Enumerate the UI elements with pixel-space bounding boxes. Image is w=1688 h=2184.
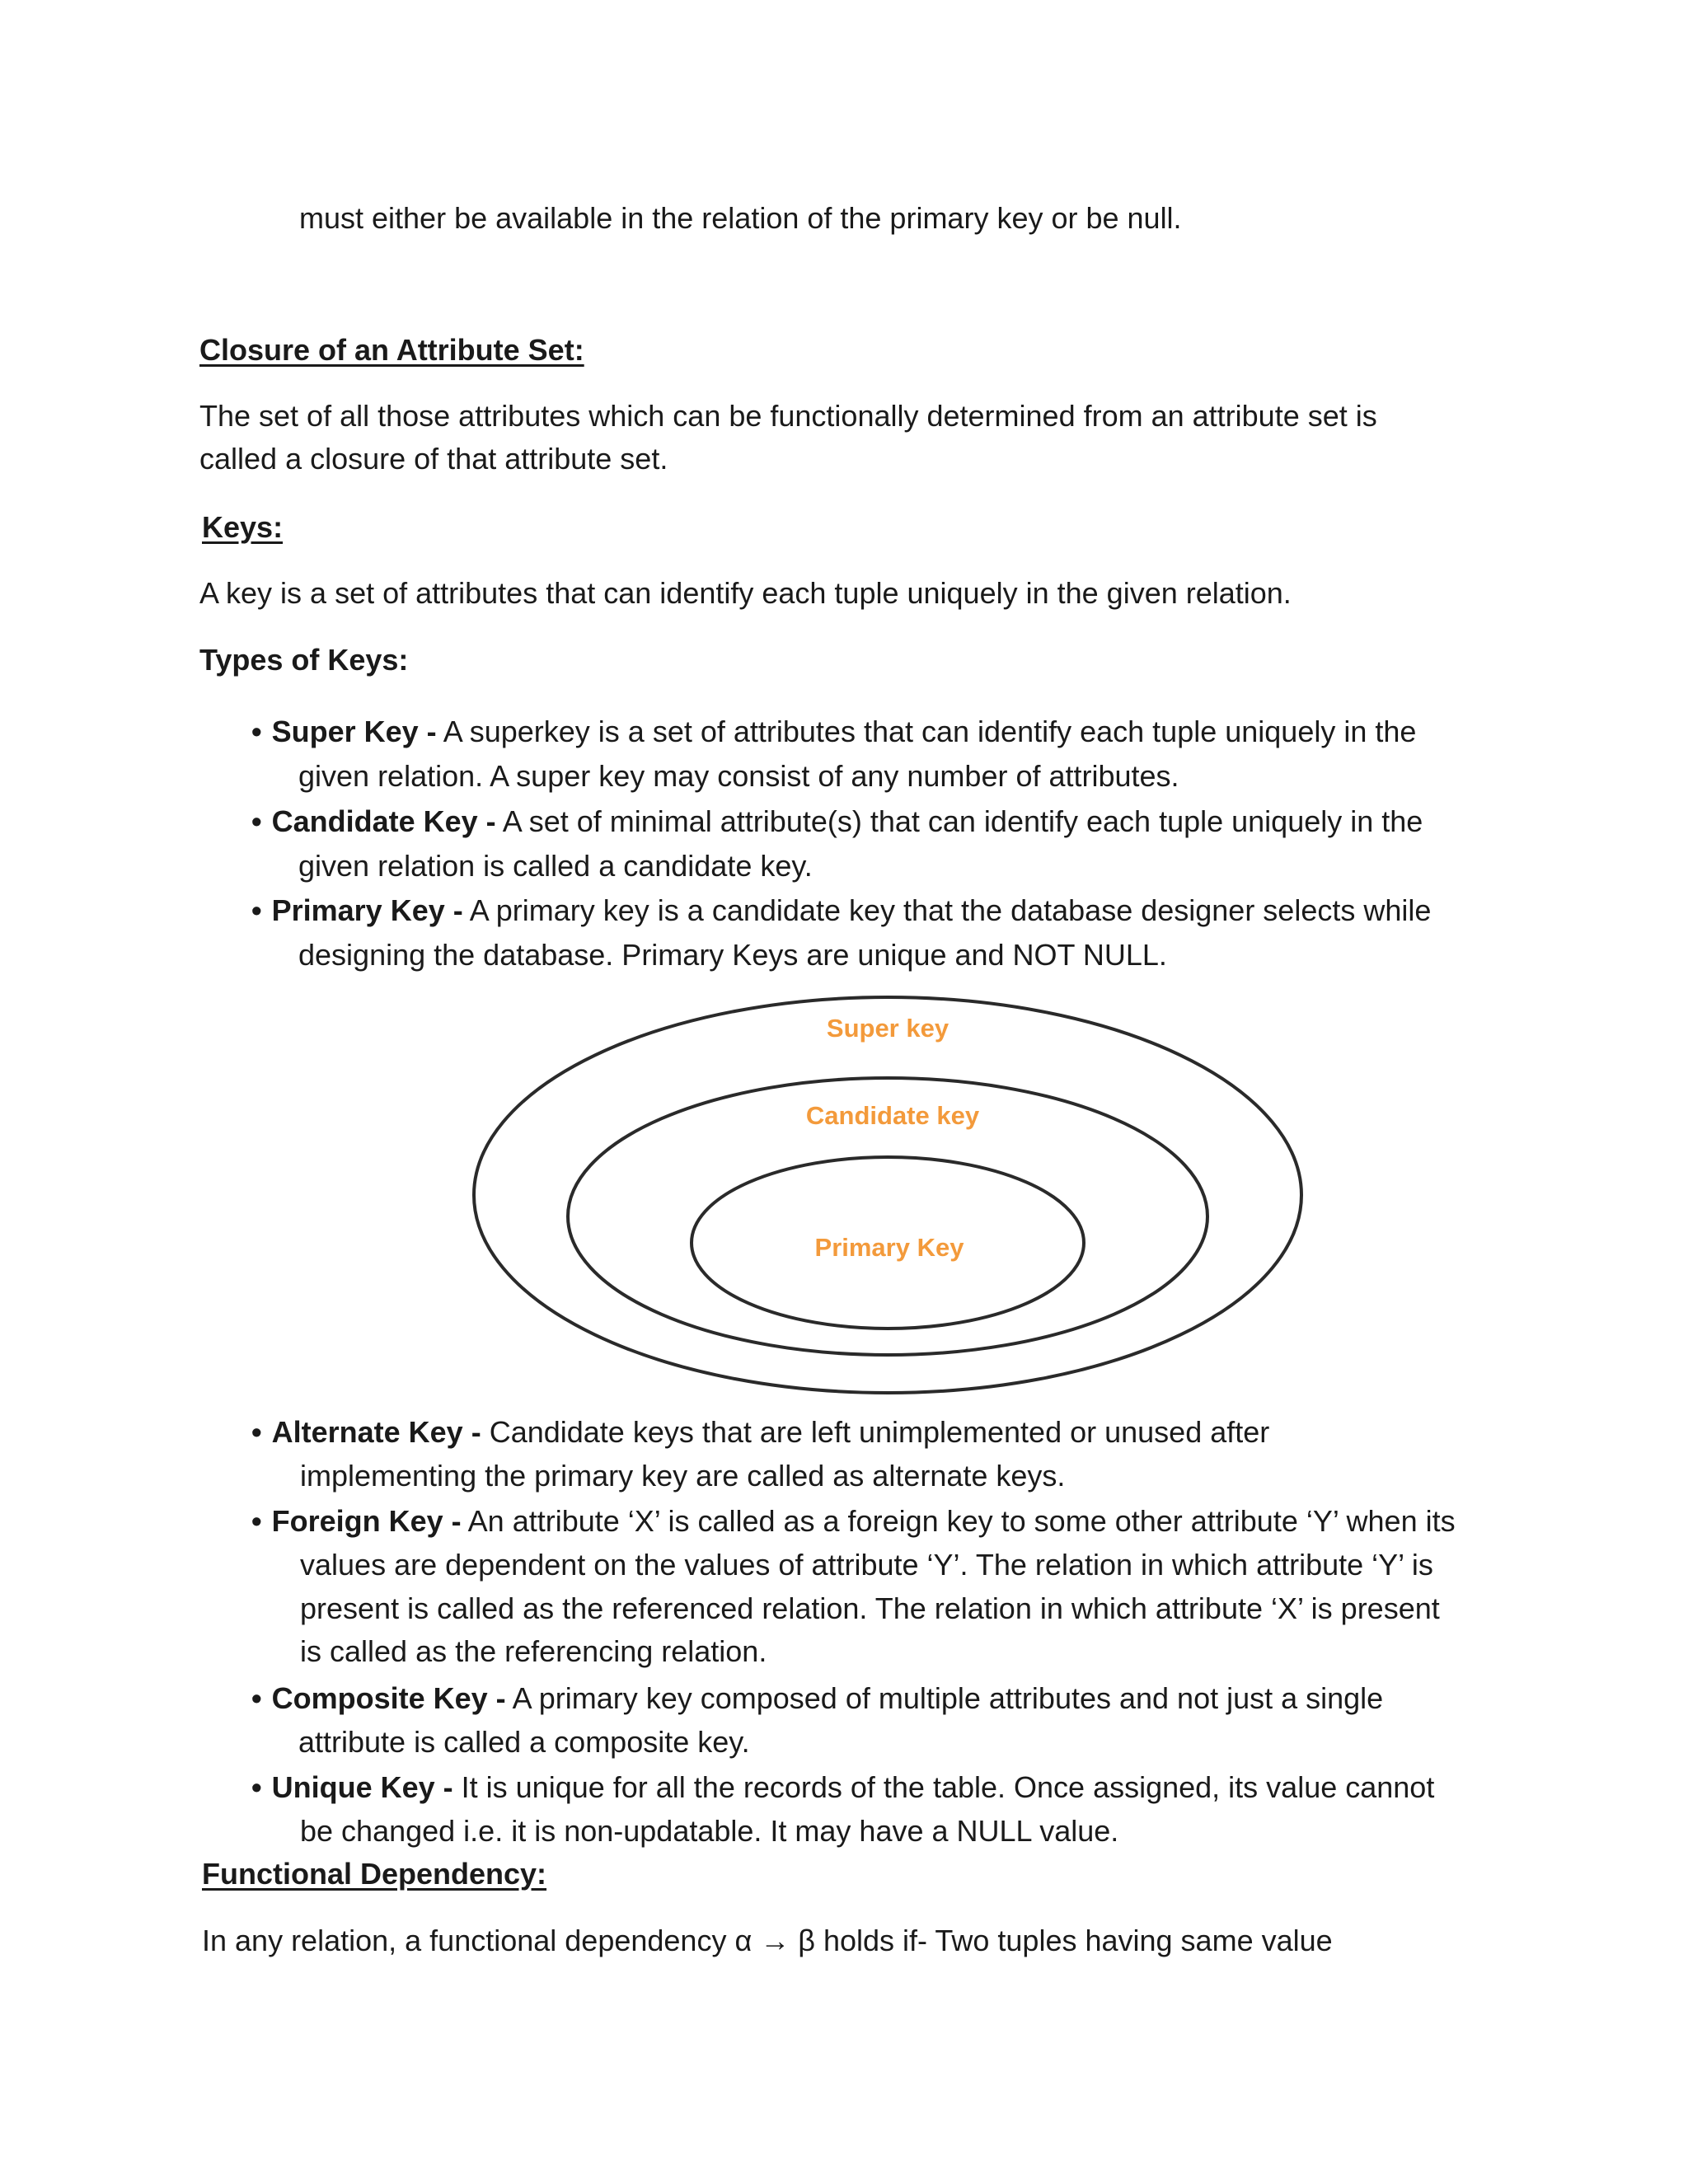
term-foreign-key: Foreign Key - [271,1504,462,1538]
unique-key-desc-1: It is unique for all the records of the table. Once assigned, its value cannot [452,1770,1435,1804]
list-item-primary-key [251,893,1431,929]
foreign-key-desc-3: present is called as the referenced relation. The relation in which attribute ‘X’ is present [300,1591,1440,1625]
super-key-desc-1: A superkey is a set of attributes that can identify each tuple uniquely in the [436,715,1417,748]
list-item-candidate-key [251,804,1423,840]
foreign-key-desc-4: is called as the referencing relation. [300,1634,767,1668]
primary-key-desc-2: designing the database. Primary Keys are unique and NOT NULL. [298,938,1167,972]
bullet-icon: • [251,804,262,838]
candidate-key-label: Candidate key [805,1101,980,1130]
unique-key-desc-2: be changed i.e. it is non-updatable. It may have a NULL value. [300,1814,1119,1848]
list-item-composite-key [251,1680,1383,1717]
bullet-icon: • [251,893,262,927]
closure-heading: Closure of an Attribute Set: [199,333,584,367]
bullet-icon: • [251,1504,262,1538]
list-item-super-key [251,714,1416,750]
closure-text-line-1: The set of all those attributes which can be functionally determined from an attribute set is [199,399,1377,433]
primary-key-label: Primary Key [814,1233,964,1262]
foreign-key-desc-2: values are dependent on the values of attribute ‘Y’. The relation in which attribute ‘Y’ is [300,1548,1433,1582]
functional-dependency-text: In any relation, a functional dependency α → β holds if- Two tuples having same value [202,1924,1333,1957]
alternate-key-desc-2: implementing the primary key are called as alternate keys. [300,1459,1066,1493]
composite-key-desc-1: A primary key composed of multiple attributes and not just a single [505,1681,1384,1715]
super-key-desc-2: given relation. A super key may consist of any number of attributes. [298,759,1179,793]
bullet-icon: • [251,1415,262,1449]
functional-dependency-heading: Functional Dependency: [202,1857,547,1891]
term-candidate-key: Candidate Key - [271,804,496,838]
term-alternate-key: Alternate Key - [271,1415,481,1449]
term-super-key: Super Key - [271,715,437,748]
intro-line: must either be available in the relation of the primary key or be null. [299,201,1182,235]
list-item-unique-key [251,1769,1434,1806]
term-composite-key: Composite Key - [271,1681,506,1715]
candidate-key-desc-2: given relation is called a candidate key. [298,849,813,883]
super-key-ellipse [474,997,1301,1393]
bullet-icon: • [251,715,262,748]
foreign-key-desc-1: An attribute ‘X’ is called as a foreign key to some other attribute ‘Y’ when its [461,1504,1456,1538]
primary-key-desc-1: A primary key is a candidate key that the database designer selects while [462,893,1432,927]
term-primary-key: Primary Key - [271,893,463,927]
candidate-key-desc-1: A set of minimal attribute(s) that can identify each tuple uniquely in the [495,804,1423,838]
composite-key-desc-2: attribute is called a composite key. [298,1725,750,1759]
keys-heading: Keys: [202,510,284,544]
bullet-icon: • [251,1681,262,1715]
list-item-alternate-key [251,1414,1269,1451]
super-key-label: Super key [826,1014,950,1043]
types-of-keys-heading: Types of Keys: [199,643,409,677]
term-unique-key: Unique Key - [271,1770,453,1804]
bullet-icon: • [251,1770,262,1804]
closure-text-line-2: called a closure of that attribute set. [199,442,668,476]
keys-definition: A key is a set of attributes that can identify each tuple uniquely in the given relation. [199,576,1292,610]
alternate-key-desc-1: Candidate keys that are left unimplemented or unused after [481,1415,1270,1449]
list-item-foreign-key [251,1503,1456,1540]
keys-venn-diagram [429,989,1352,1401]
